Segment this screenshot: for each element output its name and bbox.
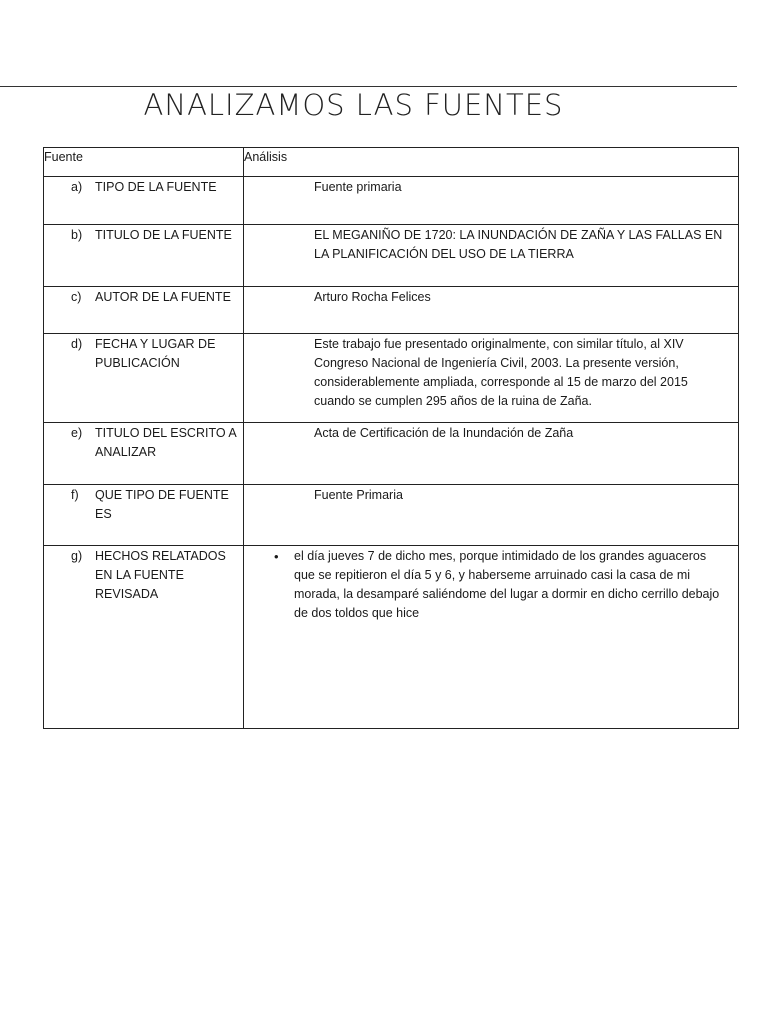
row-letter: d) [71,337,83,351]
row-value-cell [244,287,739,334]
row-value: Acta de Certificación de la Inundación de Zaña [314,426,574,440]
row-label: QUE TIPO DE FUENTE ES [95,488,229,521]
row-label-cell [44,423,244,485]
row-label-cell [44,334,244,423]
analysis-table [43,147,739,729]
table-row [44,225,739,287]
row-letter: f) [71,488,79,502]
table-row [44,177,739,225]
row-letter: c) [71,290,82,304]
page-title: ANALIZAMOS LAS FUENTES [143,88,564,122]
row-value: Fuente Primaria [314,488,403,502]
row-value: Este trabajo fue presentado originalmente, con similar título, al XIV Congreso Nacional de Ingeniería Civil, 2003. La presente versión, considerablemente ampliada, corresponde al 15 de marzo del 2015 cuando se cumplen 295 años de la ruina de Zaña. [314,337,688,408]
row-value-cell [244,334,739,423]
row-value: el día jueves 7 de dicho mes, porque intimidado de los grandes aguaceros que se repitieron el día 5 y 6, y haberseme arruinado casi la casa de mi morada, la desamparé saliéndome del lugar a dormir en dicho cerrillo debajo de dos toldos que hice [294,549,720,620]
row-label: TITULO DEL ESCRITO A ANALIZAR [95,426,237,459]
row-label-cell [44,546,244,729]
row-label-cell [44,287,244,334]
table-row [44,485,739,546]
row-letter: e) [71,426,83,440]
row-label-cell [44,177,244,225]
row-label: TITULO DE LA FUENTE [95,228,232,242]
row-value-cell [244,546,739,729]
table-header-row [44,148,739,177]
row-value-cell [244,225,739,287]
row-value-cell [244,177,739,225]
table-row [44,546,739,729]
row-label: TIPO DE LA FUENTE [95,180,217,194]
header-fuente: Fuente [44,148,244,177]
row-label-cell [44,225,244,287]
row-value: Arturo Rocha Felices [314,290,431,304]
table-row [44,287,739,334]
row-label: AUTOR DE LA FUENTE [95,290,231,304]
list-item [274,547,726,623]
row-label-cell [44,485,244,546]
row-letter: g) [71,549,83,563]
table-row [44,423,739,485]
top-rule [0,86,737,87]
row-label: FECHA Y LUGAR DE PUBLICACIÓN [95,337,216,370]
row-letter: a) [71,180,83,194]
row-value: Fuente primaria [314,180,402,194]
row-value: EL MEGANIÑO DE 1720: LA INUNDACIÓN DE ZAÑA Y LAS FALLAS EN LA PLANIFICACIÓN DEL USO DE LA TIERRA [314,228,723,261]
row-letter: b) [71,228,83,242]
header-analisis: Análisis [244,148,739,177]
row-label: HECHOS RELATADOS EN LA FUENTE REVISADA [95,549,226,601]
row-value-cell [244,423,739,485]
row-value-cell [244,485,739,546]
bullet-icon: • [274,549,279,564]
table-row [44,334,739,423]
